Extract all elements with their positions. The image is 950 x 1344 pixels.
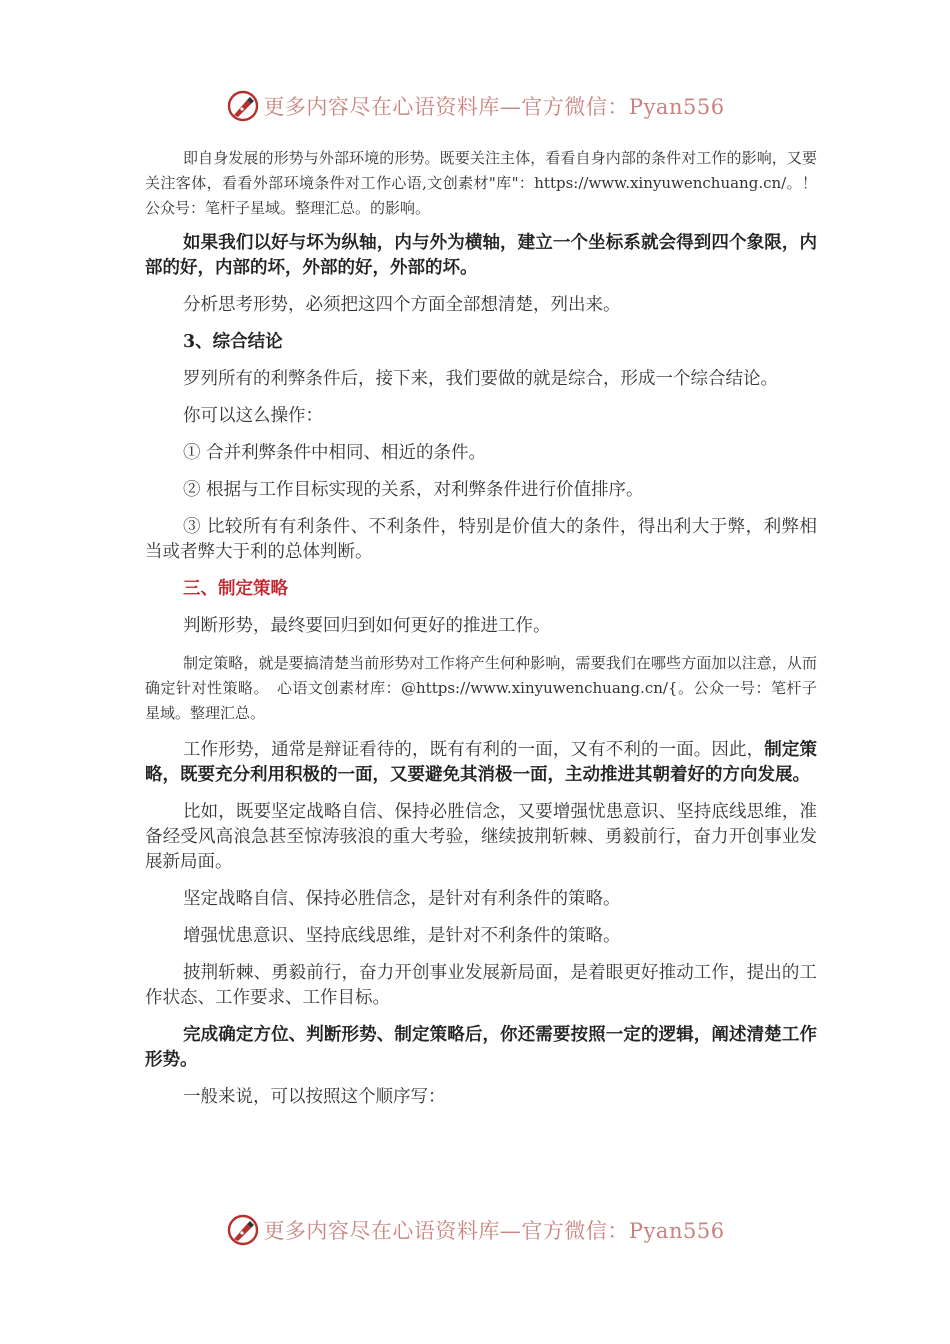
paragraph: 增强忧患意识、坚持底线思维，是针对不利条件的策略。	[183, 926, 621, 946]
document-body	[145, 146, 817, 1110]
list-item: ③ 比较所有有利条件、不利条件，特别是价值大的条件，得出利大于弊，利弊相当或者弊大于利的总体判断。	[145, 517, 817, 562]
banner-text: 更多内容尽在心语资料库—官方微信：Pyan556	[263, 1219, 725, 1243]
banner-text: 更多内容尽在心语资料库—官方微信：Pyan556	[263, 95, 725, 119]
paragraph: 判断形势，最终要回归到如何更好的推进工作。	[183, 616, 551, 636]
paragraph: 比如，既要坚定战略自信、保持必胜信念，又要增强忧患意识、坚持底线思维，准备经受风高浪急甚至惊涛骇浪的重大考验，继续披荆斩棘、勇毅前行，奋力开创事业发展新局面。	[145, 802, 817, 872]
paragraph: 制定策略，就是要搞清楚当前形势对工作将产生何种影响，需要我们在哪些方面加以注意，从而确定针对性策略。 心语文创素材库：@https://www.xinyuwenchuang.cn/{。公众一号：笔杆子星域。整理汇总。	[145, 654, 817, 722]
paragraph: 即自身发展的形势与外部环境的形势。既要关注主体，看看自身内部的条件对工作的影响，又要关注客体，看看外部环境条件对工作心语,文创素材"库"：https://www.xinyuwenchuang.cn/。！公众号：笔杆子星域。整理汇总。的影响。	[145, 149, 817, 217]
paragraph: 披荆斩棘、勇毅前行，奋力开创事业发展新局面，是着眼更好推动工作，提出的工作状态、工作要求、工作目标。	[145, 963, 817, 1008]
list-item: ② 根据与工作目标实现的关系，对利弊条件进行价值排序。	[183, 480, 644, 500]
paragraph: 一般来说，可以按照这个顺序写：	[183, 1087, 446, 1107]
paragraph-bold: 如果我们以好与坏为纵轴，内与外为横轴，建立一个坐标系就会得到四个象限，内部的好，内部的坏，外部的好，外部的坏。	[145, 233, 817, 278]
paragraph-emphasis: 制定策略，既要充分利用积极的一面，又要避免其消极一面，主动推进其朝着好的方向发展。	[145, 740, 818, 785]
paragraph-bold: 完成确定方位、判断形势、制定策略后，你还需要按照一定的逻辑，阐述清楚工作形势。	[145, 1025, 817, 1070]
section-heading: 3、综合结论	[183, 332, 283, 352]
paragraph-lead: 工作形势，通常是辩证看待的，既有有利的一面，又有不利的一面。因此，	[183, 740, 765, 760]
paragraph: 你可以这么操作：	[183, 406, 323, 426]
paragraph: 坚定战略自信、保持必胜信念，是针对有利条件的策略。	[183, 889, 621, 909]
paragraph: 分析思考形势，必须把这四个方面全部想清楚，列出来。	[183, 295, 621, 315]
pen-nib-logo-icon	[225, 1212, 261, 1248]
header-banner	[0, 86, 950, 126]
paragraph: 罗列所有的利弊条件后，接下来，我们要做的就是综合，形成一个综合结论。	[183, 369, 778, 389]
footer-banner	[0, 1210, 950, 1250]
pen-nib-logo-icon	[225, 88, 261, 124]
chapter-heading: 三、制定策略	[183, 579, 288, 599]
paragraph-mixed	[145, 738, 817, 788]
list-item: ① 合并利弊条件中相同、相近的条件。	[183, 443, 487, 463]
